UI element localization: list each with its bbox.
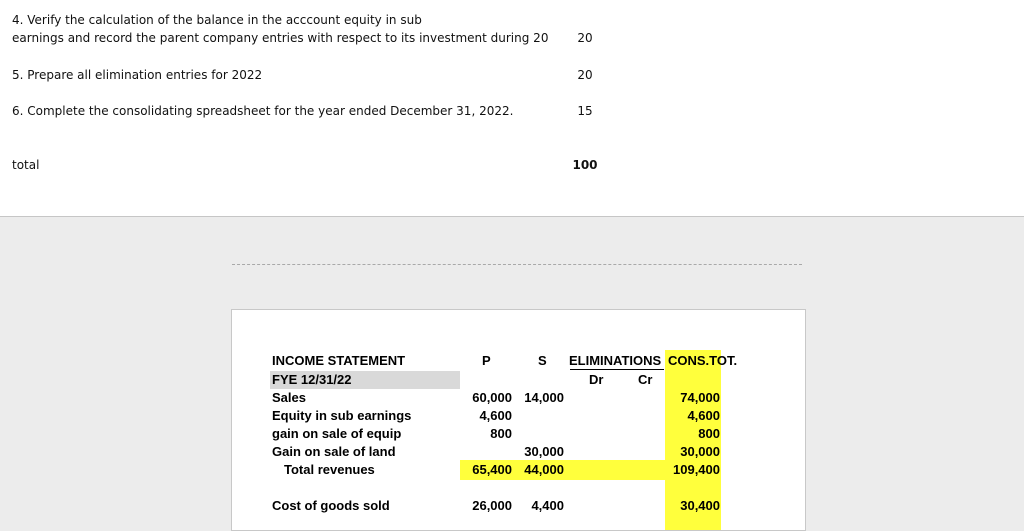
total-label: total: [12, 158, 40, 172]
cell-cons: 109,400: [673, 462, 720, 477]
cell-cons: 800: [698, 426, 720, 441]
cell-p: 60,000: [472, 390, 512, 405]
sheet-period: FYE 12/31/22: [272, 372, 352, 387]
question-6: 6. Complete the consolidating spreadsheet for the year ended December 31, 2022.: [12, 104, 514, 118]
row-label: Gain on sale of land: [272, 444, 396, 459]
page-break-divider: [232, 264, 802, 265]
cell-p: 26,000: [472, 498, 512, 513]
sheet-title: INCOME STATEMENT: [272, 353, 406, 368]
cell-p: 4,600: [479, 408, 512, 423]
cell-cons: 74,000: [680, 390, 720, 405]
cell-cons: 30,000: [680, 444, 720, 459]
question-6-points: 15: [577, 104, 593, 118]
cell-cons: 30,400: [680, 498, 720, 513]
row-label: Equity in sub earnings: [272, 408, 412, 423]
question-4-line-2: earnings and record the parent company entries with respect to its investment during 20: [12, 31, 549, 45]
question-5: 5. Prepare all elimination entries for 2022: [12, 68, 263, 82]
assignment-panel: [0, 0, 1024, 217]
question-4-points: 20: [577, 31, 593, 45]
cell-s: 30,000: [524, 444, 564, 459]
header-dr: Dr: [589, 372, 604, 387]
cell-cons: 4,600: [687, 408, 720, 423]
total-points: 100: [572, 158, 598, 172]
header-cons-tot: CONS.TOT.: [668, 353, 738, 368]
cell-s: 14,000: [524, 390, 564, 405]
header-cr: Cr: [638, 372, 653, 387]
row-label: Cost of goods sold: [272, 498, 390, 513]
consolidation-spreadsheet: [231, 309, 806, 531]
row-label: gain on sale of equip: [272, 426, 402, 441]
header-s: S: [538, 353, 547, 368]
cell-p: 800: [490, 426, 512, 441]
header-eliminations: ELIMINATIONS: [569, 353, 662, 368]
cell-p: 65,400: [472, 462, 512, 477]
cell-s: 4,400: [531, 498, 564, 513]
question-4-line-1: 4. Verify the calculation of the balance in the acccount equity in sub: [12, 13, 422, 27]
eliminations-underline: [570, 369, 664, 370]
header-p: P: [482, 353, 491, 368]
row-label: Total revenues: [284, 462, 375, 477]
cell-s: 44,000: [524, 462, 564, 477]
row-label: Sales: [272, 390, 306, 405]
question-5-points: 20: [577, 68, 593, 82]
